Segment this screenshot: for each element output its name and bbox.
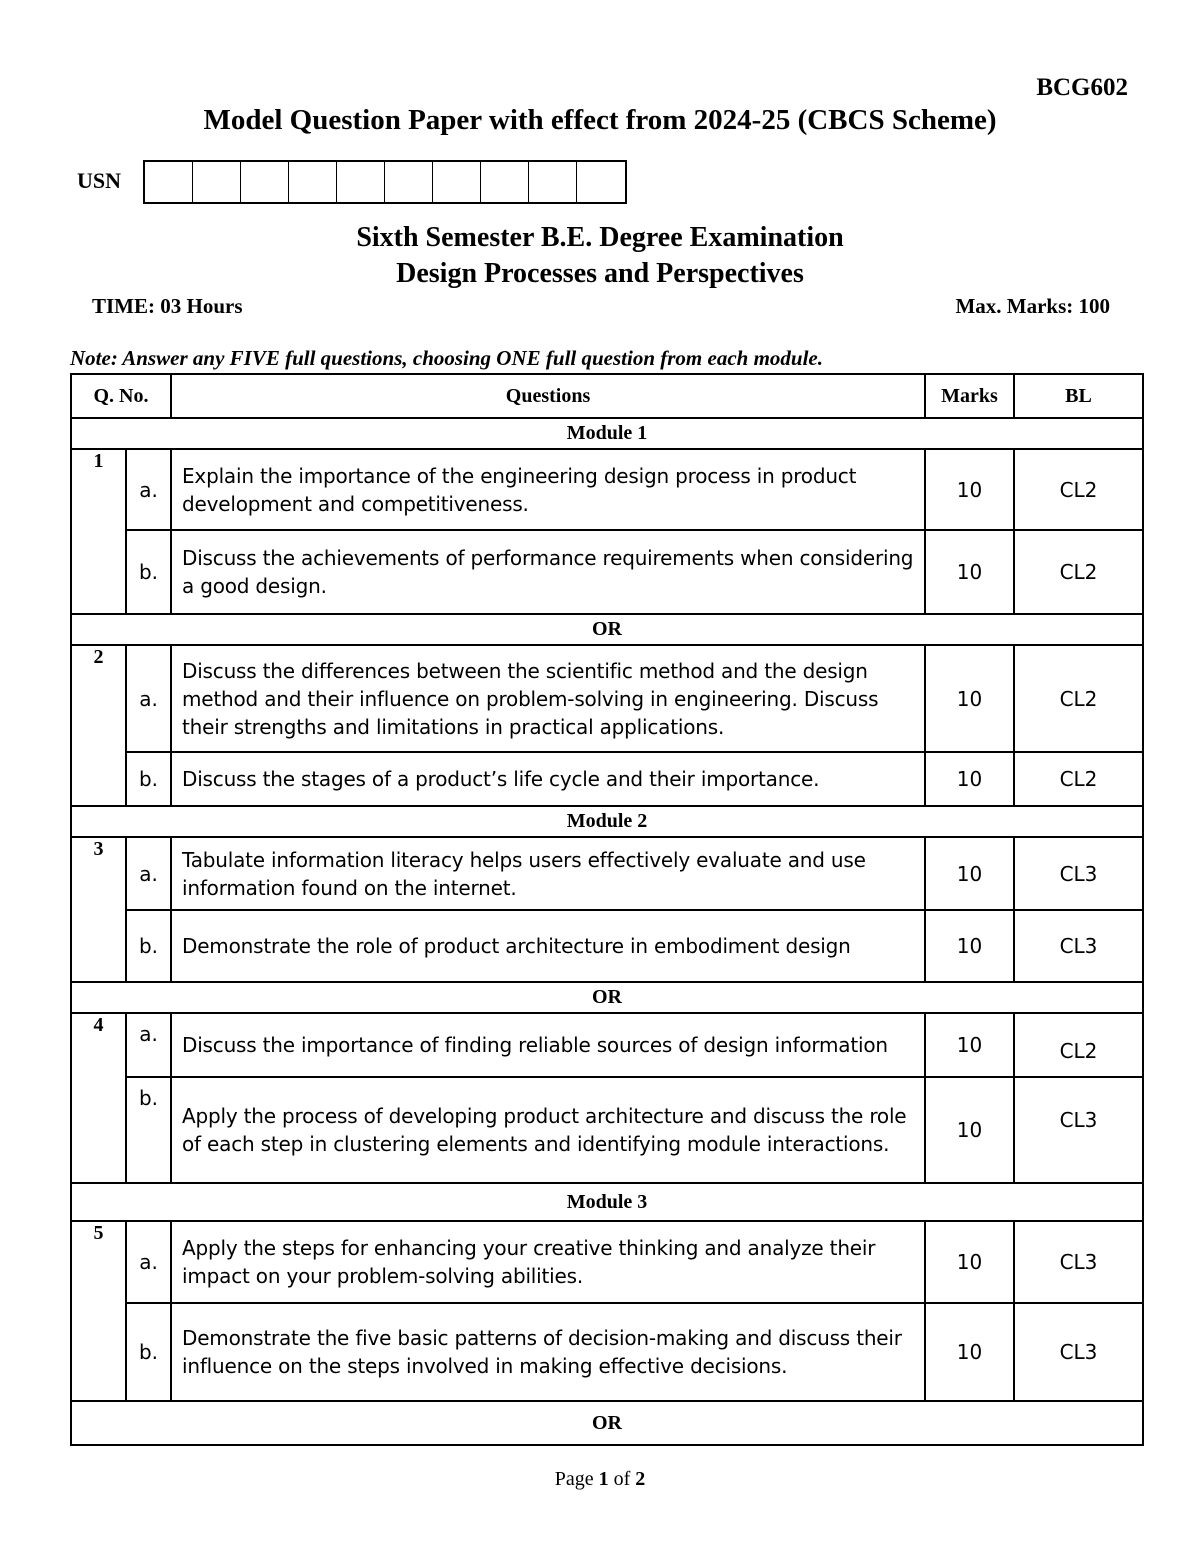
table-row bbox=[71, 837, 1143, 910]
question-text: Discuss the differences between the scientific method and the design method and their influence on problem-solving in engineering. Discuss their strengths and limitations in practical applications. bbox=[171, 645, 925, 752]
sub-label: b. bbox=[126, 910, 171, 982]
usn-box bbox=[529, 162, 577, 202]
table-row bbox=[71, 449, 1143, 530]
or-label: OR bbox=[71, 982, 1143, 1013]
question-number: 3 bbox=[71, 837, 126, 982]
bloom-level: CL3 bbox=[1014, 1303, 1143, 1401]
module-label: Module 1 bbox=[71, 418, 1143, 449]
usn-box bbox=[193, 162, 241, 202]
usn-box bbox=[577, 162, 625, 202]
question-text: Tabulate information literacy helps users effectively evaluate and use information found on the internet. bbox=[171, 837, 925, 910]
page-total: 2 bbox=[635, 1468, 646, 1490]
question-text: Apply the process of developing product architecture and discuss the role of each step in clustering elements and identifying module interactions. bbox=[171, 1077, 925, 1183]
marks-value: 10 bbox=[925, 1303, 1014, 1401]
sub-label: a. bbox=[126, 1221, 171, 1303]
module-row bbox=[71, 806, 1143, 837]
usn-boxes bbox=[143, 160, 627, 204]
page-footer bbox=[0, 1468, 1200, 1491]
sub-label: a. bbox=[126, 837, 171, 910]
usn-box bbox=[385, 162, 433, 202]
bloom-level: CL2 bbox=[1014, 752, 1143, 806]
sub-label: b. bbox=[126, 1077, 171, 1183]
bloom-level: CL3 bbox=[1014, 910, 1143, 982]
sub-label: a. bbox=[126, 449, 171, 530]
exam-title: Sixth Semester B.E. Degree Examination bbox=[356, 222, 844, 253]
marks-value: 10 bbox=[925, 752, 1014, 806]
or-row bbox=[71, 982, 1143, 1013]
subject-code: BCG602 bbox=[1036, 74, 1128, 101]
usn-box bbox=[433, 162, 481, 202]
page-word: Page bbox=[554, 1468, 594, 1490]
time-allowed: TIME: 03 Hours bbox=[92, 294, 243, 318]
marks-value: 10 bbox=[925, 449, 1014, 530]
bloom-level: CL2 bbox=[1014, 645, 1143, 752]
sub-label: b. bbox=[126, 530, 171, 614]
module-row bbox=[71, 1183, 1143, 1221]
marks-value: 10 bbox=[925, 910, 1014, 982]
question-text: Demonstrate the five basic patterns of decision-making and discuss their influence on the steps involved in making effective decisions. bbox=[171, 1303, 925, 1401]
bloom-level: CL2 bbox=[1014, 449, 1143, 530]
table-header-row bbox=[71, 374, 1143, 418]
question-number: 5 bbox=[71, 1221, 126, 1401]
question-text: Discuss the achievements of performance requirements when considering a good design. bbox=[171, 530, 925, 614]
bloom-level: CL3 bbox=[1014, 1221, 1143, 1303]
header-bl: BL bbox=[1014, 374, 1143, 418]
question-number: 4 bbox=[71, 1013, 126, 1183]
sub-label: b. bbox=[126, 752, 171, 806]
module-row bbox=[71, 418, 1143, 449]
marks-value: 10 bbox=[925, 837, 1014, 910]
table-row bbox=[71, 1221, 1143, 1303]
header-marks: Marks bbox=[925, 374, 1014, 418]
table-row bbox=[71, 645, 1143, 752]
bloom-level: CL2 bbox=[1014, 1013, 1143, 1077]
usn-box bbox=[145, 162, 193, 202]
usn-box bbox=[481, 162, 529, 202]
sub-label: a. bbox=[126, 1013, 171, 1077]
question-text: Apply the steps for enhancing your creative thinking and analyze their impact on your problem-solving abilities. bbox=[171, 1221, 925, 1303]
header-qno: Q. No. bbox=[71, 374, 171, 418]
or-row bbox=[71, 1401, 1143, 1445]
question-text: Discuss the stages of a product’s life cycle and their importance. bbox=[171, 752, 925, 806]
paper-title: Model Question Paper with effect from 2024-25 (CBCS Scheme) bbox=[203, 104, 997, 136]
marks-value: 10 bbox=[925, 530, 1014, 614]
page-of: of bbox=[613, 1468, 631, 1490]
or-label: OR bbox=[71, 614, 1143, 645]
marks-value: 10 bbox=[925, 1013, 1014, 1077]
or-label: OR bbox=[71, 1401, 1143, 1445]
instructions-note: Note: Answer any FIVE full questions, choosing ONE full question from each module. bbox=[70, 346, 823, 370]
module-label: Module 3 bbox=[71, 1183, 1143, 1221]
table-row bbox=[71, 1303, 1143, 1401]
header-questions: Questions bbox=[171, 374, 925, 418]
bloom-level: CL3 bbox=[1014, 1077, 1143, 1183]
marks-value: 10 bbox=[925, 645, 1014, 752]
question-text: Explain the importance of the engineering design process in product development and competitiveness. bbox=[171, 449, 925, 530]
question-text: Demonstrate the role of product architecture in embodiment design bbox=[171, 910, 925, 982]
question-text: Discuss the importance of finding reliable sources of design information bbox=[171, 1013, 925, 1077]
sub-label: b. bbox=[126, 1303, 171, 1401]
usn-box bbox=[241, 162, 289, 202]
table-row bbox=[71, 910, 1143, 982]
table-row bbox=[71, 1013, 1143, 1077]
question-number: 2 bbox=[71, 645, 126, 806]
table-row bbox=[71, 530, 1143, 614]
sub-label: a. bbox=[126, 645, 171, 752]
page-current: 1 bbox=[598, 1468, 609, 1490]
course-title: Design Processes and Perspectives bbox=[396, 258, 804, 289]
usn-box bbox=[337, 162, 385, 202]
marks-value: 10 bbox=[925, 1221, 1014, 1303]
table-row bbox=[71, 1077, 1143, 1183]
usn-label: USN bbox=[77, 168, 122, 193]
marks-value: 10 bbox=[925, 1077, 1014, 1183]
max-marks: Max. Marks: 100 bbox=[955, 294, 1110, 318]
question-table bbox=[70, 373, 1144, 1446]
usn-box bbox=[289, 162, 337, 202]
module-label: Module 2 bbox=[71, 806, 1143, 837]
or-row bbox=[71, 614, 1143, 645]
bloom-level: CL3 bbox=[1014, 837, 1143, 910]
table-row bbox=[71, 752, 1143, 806]
question-number: 1 bbox=[71, 449, 126, 614]
bloom-level: CL2 bbox=[1014, 530, 1143, 614]
